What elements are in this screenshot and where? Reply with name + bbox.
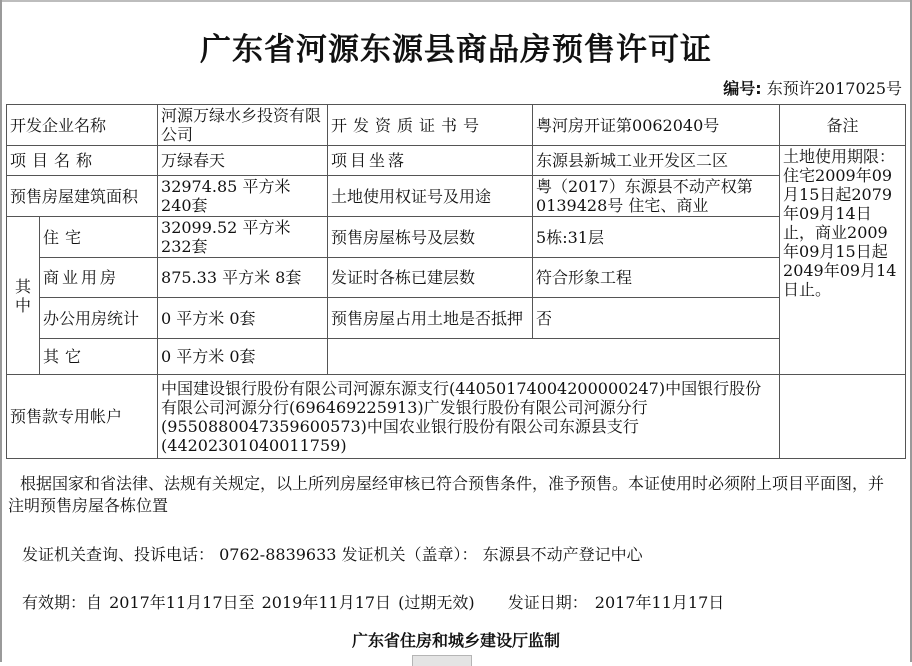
presale-area-label: 预售房屋建筑面积: [7, 176, 158, 217]
mortgage-value: 否: [533, 298, 780, 339]
office-value: 0 平方米 0套: [158, 298, 328, 339]
developer-name-value: 河源万绿水乡投资有限公司: [158, 105, 328, 146]
certificate-number-label: 编号:: [723, 79, 762, 98]
residential-value: 32099.52 平方米 232套: [158, 217, 328, 258]
escrow-account-value: 中国建设银行股份有限公司河源东源支行(44050174004200000247)中国银行股份有限公司河源分行(696469225913)广发银行股份有限公司河源分行(9550880047359600573)中国农业银行股份有限公司东源县支行(44202301040011759): [158, 375, 780, 459]
building-floors-label: 预售房屋栋号及层数: [328, 217, 533, 258]
other-label: 其它: [40, 339, 158, 375]
remarks-header: 备注: [780, 105, 906, 146]
breakdown-group-label: 其 中: [7, 217, 40, 375]
approval-note: 根据国家和省法律、法规有关规定，以上所列房屋经审核已符合预售条件，准予预售。本证使用时必须附上项目平面图，并注明预售房屋各栋位置: [8, 474, 885, 515]
project-location-value: 东源县新城工业开发区二区: [533, 146, 780, 176]
table-row: [7, 298, 906, 339]
table-row: [7, 176, 906, 217]
table-row: [7, 105, 906, 146]
building-floors-value: 5栋:31层: [533, 217, 780, 258]
escrow-account-label: 预售款专用帐户: [7, 375, 158, 459]
validity-line: [22, 590, 750, 613]
validity-period: 有效期：自 2017年11月17日至 2019年11月17日 (过期无效): [22, 593, 475, 612]
supervising-authority: 广东省住房和城乡建设厅监制: [351, 631, 560, 650]
document-title: 广东省河源东源县商品房预售许可证: [200, 32, 712, 68]
issuer-contact-line: 发证机关查询、投诉电话： 0762-8839633 发证机关（盖章）： 东源县不动产登记中心: [22, 545, 643, 564]
project-name-label: 项目名称: [7, 146, 158, 176]
mortgage-label: 预售房屋占用土地是否抵押: [328, 298, 533, 339]
issue-date: 发证日期： 2017年11月17日: [507, 593, 725, 612]
land-use-period-remark: 土地使用期限：住宅2009年09月15日起2079年09月14日止，商业2009年09月15日起2049年09月14日止。: [780, 146, 906, 375]
project-name-value: 万绿春天: [158, 146, 328, 176]
land-cert-value: 粤（2017）东源县不动产权第0139428号 住宅、商业: [533, 176, 780, 217]
table-row: [7, 375, 906, 459]
empty-cell: [780, 375, 906, 459]
residential-label: 住宅: [40, 217, 158, 258]
commercial-label: 商业用房: [40, 258, 158, 298]
table-row: [7, 146, 906, 176]
window-left-border: [0, 0, 2, 662]
project-location-label: 项目坐落: [328, 146, 533, 176]
commercial-value: 875.33 平方米 8套: [158, 258, 328, 298]
qualification-cert-value: 粤河房开证第0062040号: [533, 105, 780, 146]
certificate-number-value: 东预许2017025号: [766, 79, 902, 98]
certificate-number: [723, 76, 902, 99]
permit-table: [6, 104, 906, 459]
table-row: [7, 258, 906, 298]
land-cert-label: 土地使用权证号及用途: [328, 176, 533, 217]
other-value: 0 平方米 0套: [158, 339, 328, 375]
built-floors-label: 发证时各栋已建层数: [328, 258, 533, 298]
built-floors-value: 符合形象工程: [533, 258, 780, 298]
qualification-cert-label: 开发资质证书号: [328, 105, 533, 146]
office-label: 办公用房统计: [40, 298, 158, 339]
scroll-button[interactable]: [412, 655, 472, 666]
developer-name-label: 开发企业名称: [7, 105, 158, 146]
table-row: [7, 339, 906, 375]
window-top-border: [0, 0, 912, 2]
empty-cell: [328, 339, 780, 375]
presale-area-value: 32974.85 平方米 240套: [158, 176, 328, 217]
table-row: [7, 217, 906, 258]
